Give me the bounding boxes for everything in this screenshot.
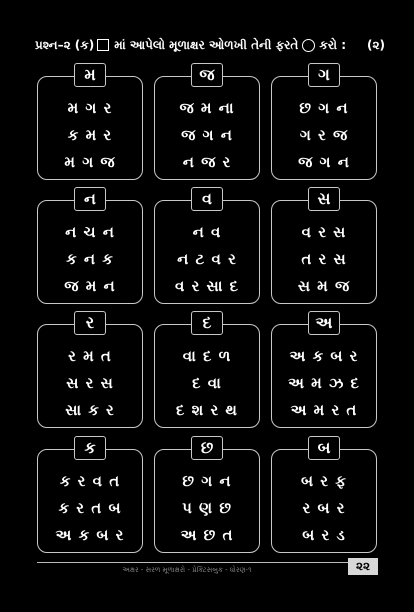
letter-row[interactable]: છ ગ ન xyxy=(299,99,349,118)
letter-card xyxy=(37,438,143,553)
footer-divider xyxy=(37,562,377,563)
letter-row[interactable]: ન જ ર xyxy=(182,152,232,171)
target-letter: અ xyxy=(308,311,340,335)
target-letter: સ xyxy=(308,187,340,211)
letter-row[interactable]: ન વ xyxy=(192,223,222,242)
letter-rows xyxy=(155,219,259,299)
target-letter: જ xyxy=(191,63,223,87)
letter-row[interactable]: અ ક બ ર xyxy=(55,525,125,544)
letter-row[interactable]: સા ક ર xyxy=(65,400,115,419)
marks: (૨) xyxy=(366,37,385,52)
letter-row[interactable]: ત ર સ xyxy=(301,249,347,268)
target-letter: વ xyxy=(191,187,223,211)
letter-row[interactable]: અ છ ત xyxy=(180,525,234,544)
letter-row[interactable]: ર મ ત xyxy=(68,347,112,366)
letter-rows xyxy=(272,219,376,299)
question-text: માં આપેલો મૂળાક્ષર ઓળખી તેની ફરતે xyxy=(114,37,299,52)
letter-rows xyxy=(272,95,376,175)
letter-row[interactable]: ક ર ત બ xyxy=(58,498,122,517)
target-letter: દ xyxy=(191,311,223,335)
letter-row[interactable]: બ ર ફ xyxy=(301,472,347,491)
letter-card xyxy=(154,438,260,553)
letter-row[interactable]: ક ન ક xyxy=(66,249,114,268)
letter-row[interactable]: વ ર સ xyxy=(301,223,347,242)
letter-row[interactable]: ગ ર જ xyxy=(299,125,349,144)
target-letter: ર xyxy=(74,311,106,335)
target-letter: મ xyxy=(74,63,106,87)
target-letter: ક xyxy=(74,436,106,460)
letter-row[interactable]: ન ટ વ ર xyxy=(177,249,237,268)
letter-rows xyxy=(155,343,259,423)
letter-row[interactable]: દ વા xyxy=(192,373,222,392)
letter-row[interactable]: સ ર સ xyxy=(66,373,114,392)
letter-card xyxy=(154,65,260,180)
letter-card xyxy=(271,65,377,180)
letter-rows xyxy=(38,343,142,423)
letter-card xyxy=(271,313,377,428)
letter-rows xyxy=(272,468,376,548)
letter-row[interactable]: મ ગ જ xyxy=(64,152,116,171)
letter-rows xyxy=(38,95,142,175)
letter-card xyxy=(37,313,143,428)
question-text-end: કરો : xyxy=(319,37,346,52)
letter-row[interactable]: મ ગ ર xyxy=(67,99,113,118)
letter-row[interactable]: જ ગ ન xyxy=(181,125,233,144)
letter-row[interactable]: ક મ ર xyxy=(67,125,113,144)
square-icon xyxy=(97,39,109,51)
letter-row[interactable]: અ ક બ ર xyxy=(289,347,359,366)
letter-row[interactable]: વા દ ળ xyxy=(182,347,232,366)
letter-rows xyxy=(155,95,259,175)
letter-rows xyxy=(155,468,259,548)
target-letter: બ xyxy=(308,436,340,460)
letter-card xyxy=(271,438,377,553)
letter-row[interactable]: જ મ ન xyxy=(64,276,116,295)
letter-row[interactable]: ન ચ ન xyxy=(65,223,115,242)
letter-row[interactable]: સ મ જ xyxy=(297,276,351,295)
letter-card xyxy=(37,189,143,304)
letter-row[interactable]: દ શ ર થ xyxy=(176,400,238,419)
circle-icon xyxy=(302,39,315,52)
letter-row[interactable]: અ મ ર ત xyxy=(290,400,358,419)
target-letter: છ xyxy=(191,436,223,460)
footer-text: અક્ષર - સરળ મૂળાક્ષરો - પ્રેક્ટિસબુક - ધોરણ-૧ xyxy=(122,566,252,574)
letter-row[interactable]: વ ર સા દ xyxy=(175,276,239,295)
question-number: પ્રશ્ન–૨ (ક) xyxy=(35,37,95,52)
letter-card xyxy=(154,313,260,428)
target-letter: ન xyxy=(74,187,106,211)
question-header xyxy=(35,34,385,56)
letter-grid xyxy=(37,64,377,564)
letter-row[interactable]: પ ણ છ xyxy=(182,498,232,517)
letter-card xyxy=(37,65,143,180)
letter-row[interactable]: જ મ ના xyxy=(179,99,235,118)
letter-row[interactable]: છ ગ ન xyxy=(182,472,232,491)
letter-rows xyxy=(38,468,142,548)
letter-row[interactable]: ર બ ર xyxy=(302,498,346,517)
letter-row[interactable]: ક ર વ ત xyxy=(59,472,121,491)
letter-rows xyxy=(272,343,376,423)
letter-row[interactable]: અ મ ઝ દ xyxy=(288,373,360,392)
page-number: ૨૨ xyxy=(348,558,378,575)
letter-row[interactable]: બ ર ડ xyxy=(302,525,346,544)
target-letter: ગ xyxy=(308,63,340,87)
letter-card xyxy=(271,189,377,304)
letter-row[interactable]: જ ગ ન xyxy=(298,152,350,171)
letter-card xyxy=(154,189,260,304)
letter-rows xyxy=(38,219,142,299)
